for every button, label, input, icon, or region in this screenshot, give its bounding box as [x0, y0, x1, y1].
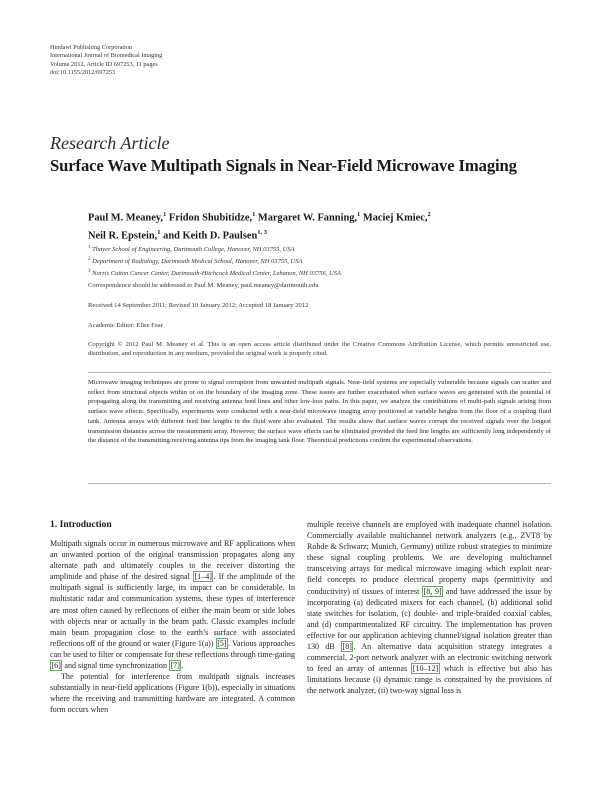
citation-link[interactable]: [5]	[217, 638, 227, 648]
abstract-text: Microwave imaging techniques are prone to signal corruption from unwanted multipath signals. Near-field systems are especially vulnerable because signals can scatter and reflect from structural objects within or on the boundary of the imaging zone. These issues are further exacerbated when surface waves are generated with the potential of propagating along the transmitting and receiving antenna feed lines and other low-loss paths. In this paper, we analyze the contributions of multi-path signals arising from surface wave effects. Specifically, experiments were conducted with a near-field microwave imaging array positioned at variable heights from the floor of a coupling fluid tank. Antenna arrays with different feed line lengths in the fluid were also evaluated. The results show that surface waves corrupt the received signals over the longest transmission distances across the measurement array. However, the surface wave effects can be eliminated provided the feed line lengths are sufficiently long independently of the distance of the transmitting/receiving antenna tips from the imaging tank floor. Theoretical predictions confirm the experimental observations.	[88, 379, 551, 445]
affiliation-number: 1	[88, 245, 91, 250]
citation-link[interactable]: [7]	[170, 661, 180, 671]
author-name: Paul M. Meaney,	[88, 212, 164, 224]
doi: doi:10.1155/2012/697253	[50, 69, 116, 77]
paragraph-text: . An alternative data acquisition strategy integrates a commercial, 2-port network analyzer with an electronic switching network to feed an array of antennas	[307, 642, 552, 674]
author-list	[88, 208, 568, 244]
paragraph-text: .	[181, 661, 184, 671]
author-affiliation-mark: 1	[252, 211, 256, 218]
section-heading-introduction: 1. Introduction	[50, 519, 112, 530]
author-name: and Keith D. Paulsen	[163, 230, 258, 242]
author-affiliation-mark: 1, 3	[257, 228, 267, 236]
journal-header	[50, 44, 162, 78]
affiliation-text: Department of Radiology, Dartmouth Medical School, Hanover, NH 03755, USA	[92, 258, 303, 266]
volume-info: Volume 2012, Article ID 697253, 11 pages	[50, 60, 158, 68]
citation-link[interactable]: [1–4]	[194, 572, 212, 582]
article-type: Research Article	[50, 133, 170, 153]
citation-link[interactable]: [6]	[51, 661, 61, 671]
affiliation-text: Thayer School of Engineering, Dartmouth College, Hanover, NH 03755, USA	[92, 246, 295, 254]
citation-link[interactable]: [8, 9]	[423, 586, 442, 596]
paragraph-text: which is effective but also has limitations because (i) dynamic range is constrained by the provisions of the network analyzer, (ii) two-way signal loss is	[307, 664, 552, 696]
paragraph-text: multiple receive channels are employed with inadequate channel isolation. Commercially available multichannel network analyzers (e.g., ZVT8 by Rohde & Schwarz; Munich, Germany) utilize robust strategies to minimize these signal coupling problems. We are developing multichannel transceiving arrays for medical microwave imaging which exploit near-field concepts to produce electrical property maps (permittivity and conductivity) of tissues of interest	[307, 520, 552, 596]
affiliation-number: 3	[88, 268, 91, 274]
affiliation-text: Norris Cotton Cancer Center, Dartmouth-Hitchcock Medical Center, Lebanon, NH 03756, USA	[92, 270, 341, 278]
paragraph-text: and signal time synchronization	[62, 661, 169, 671]
affiliation-number: 2	[88, 256, 91, 262]
intro-paragraph-3	[307, 519, 552, 697]
author-name: Maciej Kmiec,	[362, 212, 428, 224]
paragraph-text: . Various approaches can be used to filter or compensate for these reflections through time-gating	[50, 638, 295, 659]
right-column	[307, 519, 552, 697]
copyright-notice: Copyright © 2012 Paul M. Meaney et al. This is an open access article distributed under the Creative Commons Attribution License, which permits unrestricted use, distribution, and reproduction in any medium, provided the original work is properly cited.	[88, 341, 551, 358]
publisher-name: Hindawi Publishing Corporation	[50, 44, 133, 51]
affiliation-item	[88, 243, 568, 255]
academic-editor-line: Academic Editor: Elise Fear	[88, 322, 163, 329]
author-affiliation-mark: 1	[157, 228, 161, 236]
citation-link[interactable]: [10–12]	[412, 664, 439, 674]
citation-link[interactable]: [8]	[342, 642, 352, 652]
author-name: Neil R. Epstein,	[88, 230, 158, 242]
author-name: Fridon Shubitidze,	[168, 212, 253, 224]
author-affiliation-mark: 1	[357, 211, 361, 218]
intro-paragraph-2: The potential for interference from multipath signals increases substantially in near-field applications (Figure 1(b)), especially in situations where the receiving and transmitting hardware are integrated. A common form occurs when	[50, 672, 295, 715]
author-affiliation-mark: 1	[163, 211, 167, 218]
paragraph-text: and have addressed the issue by incorporating (a) dedicated mixers for each channel, (b) additional solid state switches for isolation, (c) double- and triple-braided coaxial cables, and (d) compartmentalized RF circuitry. The implementation has proven effective for our application achieving channel/signal isolation greater than 130 dB	[307, 586, 552, 652]
article-title: Surface Wave Multipath Signals in Near-Field Microwave Imaging	[50, 156, 517, 175]
dates-line: Received 14 September 2011; Revised 10 January 2012; Accepted 18 January 2012	[88, 302, 309, 309]
affiliation-item	[88, 255, 568, 267]
journal-name: International Journal of Biomedical Imaging	[50, 52, 163, 60]
intro-paragraph-1	[50, 538, 295, 671]
left-column	[50, 538, 295, 716]
affiliation-item	[88, 267, 568, 279]
paragraph-text: . If the amplitude of the multipath signal is sufficiently large, its impact can be considerable. In multistatic radar and communication systems, these types of interference are most often caused by reflections of either the main beam or side lobes with objects near or actually in the beam path. Classic examples include main beam propagation close to the earth’s surface with associated reflections off of the ground or water (Figure 1(a))	[50, 572, 295, 648]
author-name: Margaret W. Fanning,	[257, 212, 358, 224]
author-affiliation-mark: 2	[427, 211, 431, 218]
paragraph-text: Multipath signals occur in numerous microwave and RF applications when an unwanted portion of the original transmission propagates along any alternate path and ultimately couples to the receiver distorting the amplitude and phase of the desired signal	[50, 539, 295, 582]
affiliation-list	[88, 243, 568, 279]
correspondence-line: Correspondence should be addressed to Paul M. Meaney, paul.meaney@dartmouth.edu	[88, 282, 319, 289]
